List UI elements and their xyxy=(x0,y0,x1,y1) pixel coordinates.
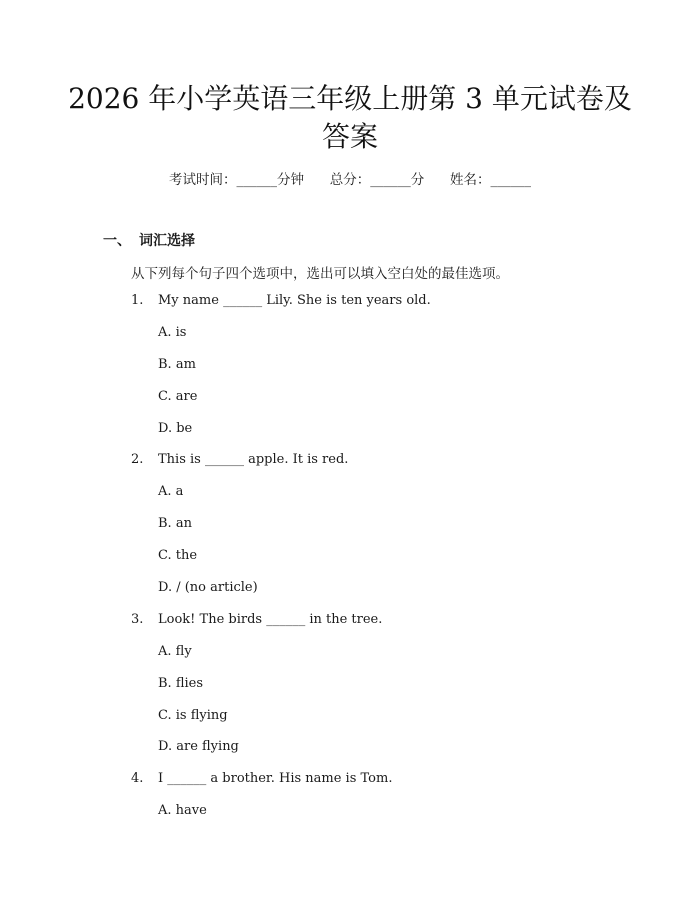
answer-option: A. fly xyxy=(158,643,192,659)
question-number: 2. xyxy=(131,452,144,468)
question-text: Look! The birds ______ in the tree. xyxy=(158,611,383,627)
section-heading xyxy=(103,230,195,250)
section-instruction: 从下列每个句子四个选项中，选出可以填入空白处的最佳选项。 xyxy=(131,266,509,282)
answer-option: D. be xyxy=(158,420,193,436)
question-text: This is ______ apple. It is red. xyxy=(158,452,349,468)
answer-option: D. / (no article) xyxy=(158,580,258,596)
question-number: 3. xyxy=(131,611,144,627)
answer-option: B. flies xyxy=(158,675,204,691)
answer-option-row xyxy=(0,801,700,833)
question-number: 4. xyxy=(131,771,144,787)
answer-option-row xyxy=(0,482,700,514)
question-text: I ______ a brother. His name is Tom. xyxy=(158,771,393,787)
question-number: 1. xyxy=(131,293,144,308)
question-list xyxy=(0,291,700,833)
answer-option: C. are xyxy=(158,388,198,404)
exam-title xyxy=(60,80,640,156)
question-item xyxy=(0,450,700,482)
answer-option-row xyxy=(0,419,700,451)
answer-option: A. is xyxy=(158,324,187,340)
question-item xyxy=(0,610,700,642)
answer-option-row xyxy=(0,514,700,546)
exam-info: 考试时间：______分钟 总分：______分 姓名：______ xyxy=(169,172,531,188)
question-text: My name ______ Lily. She is ten years old. xyxy=(158,293,431,308)
answer-option-row xyxy=(0,642,700,674)
answer-option: A. have xyxy=(158,803,207,819)
answer-option: B. an xyxy=(158,516,192,532)
exam-title-line-2: 答案 xyxy=(321,120,378,153)
answer-option-row xyxy=(0,674,700,706)
section-number: 一、 xyxy=(103,233,131,249)
exam-title-line-1: 2026 年小学英语三年级上册第 3 单元试卷及 xyxy=(68,82,632,115)
answer-option: A. a xyxy=(158,484,184,500)
answer-option-row xyxy=(0,578,700,610)
answer-option-row xyxy=(0,323,700,355)
answer-option: C. the xyxy=(158,548,198,564)
question-item xyxy=(0,769,700,801)
answer-option-row xyxy=(0,387,700,419)
question-item xyxy=(0,291,700,323)
answer-option: C. is flying xyxy=(158,707,228,723)
answer-option-row xyxy=(0,706,700,738)
answer-option-row xyxy=(0,355,700,387)
answer-option-row xyxy=(0,737,700,769)
section-title: 词汇选择 xyxy=(139,233,195,249)
answer-option: D. are flying xyxy=(158,739,239,755)
answer-option-row xyxy=(0,546,700,578)
answer-option: B. am xyxy=(158,356,196,372)
